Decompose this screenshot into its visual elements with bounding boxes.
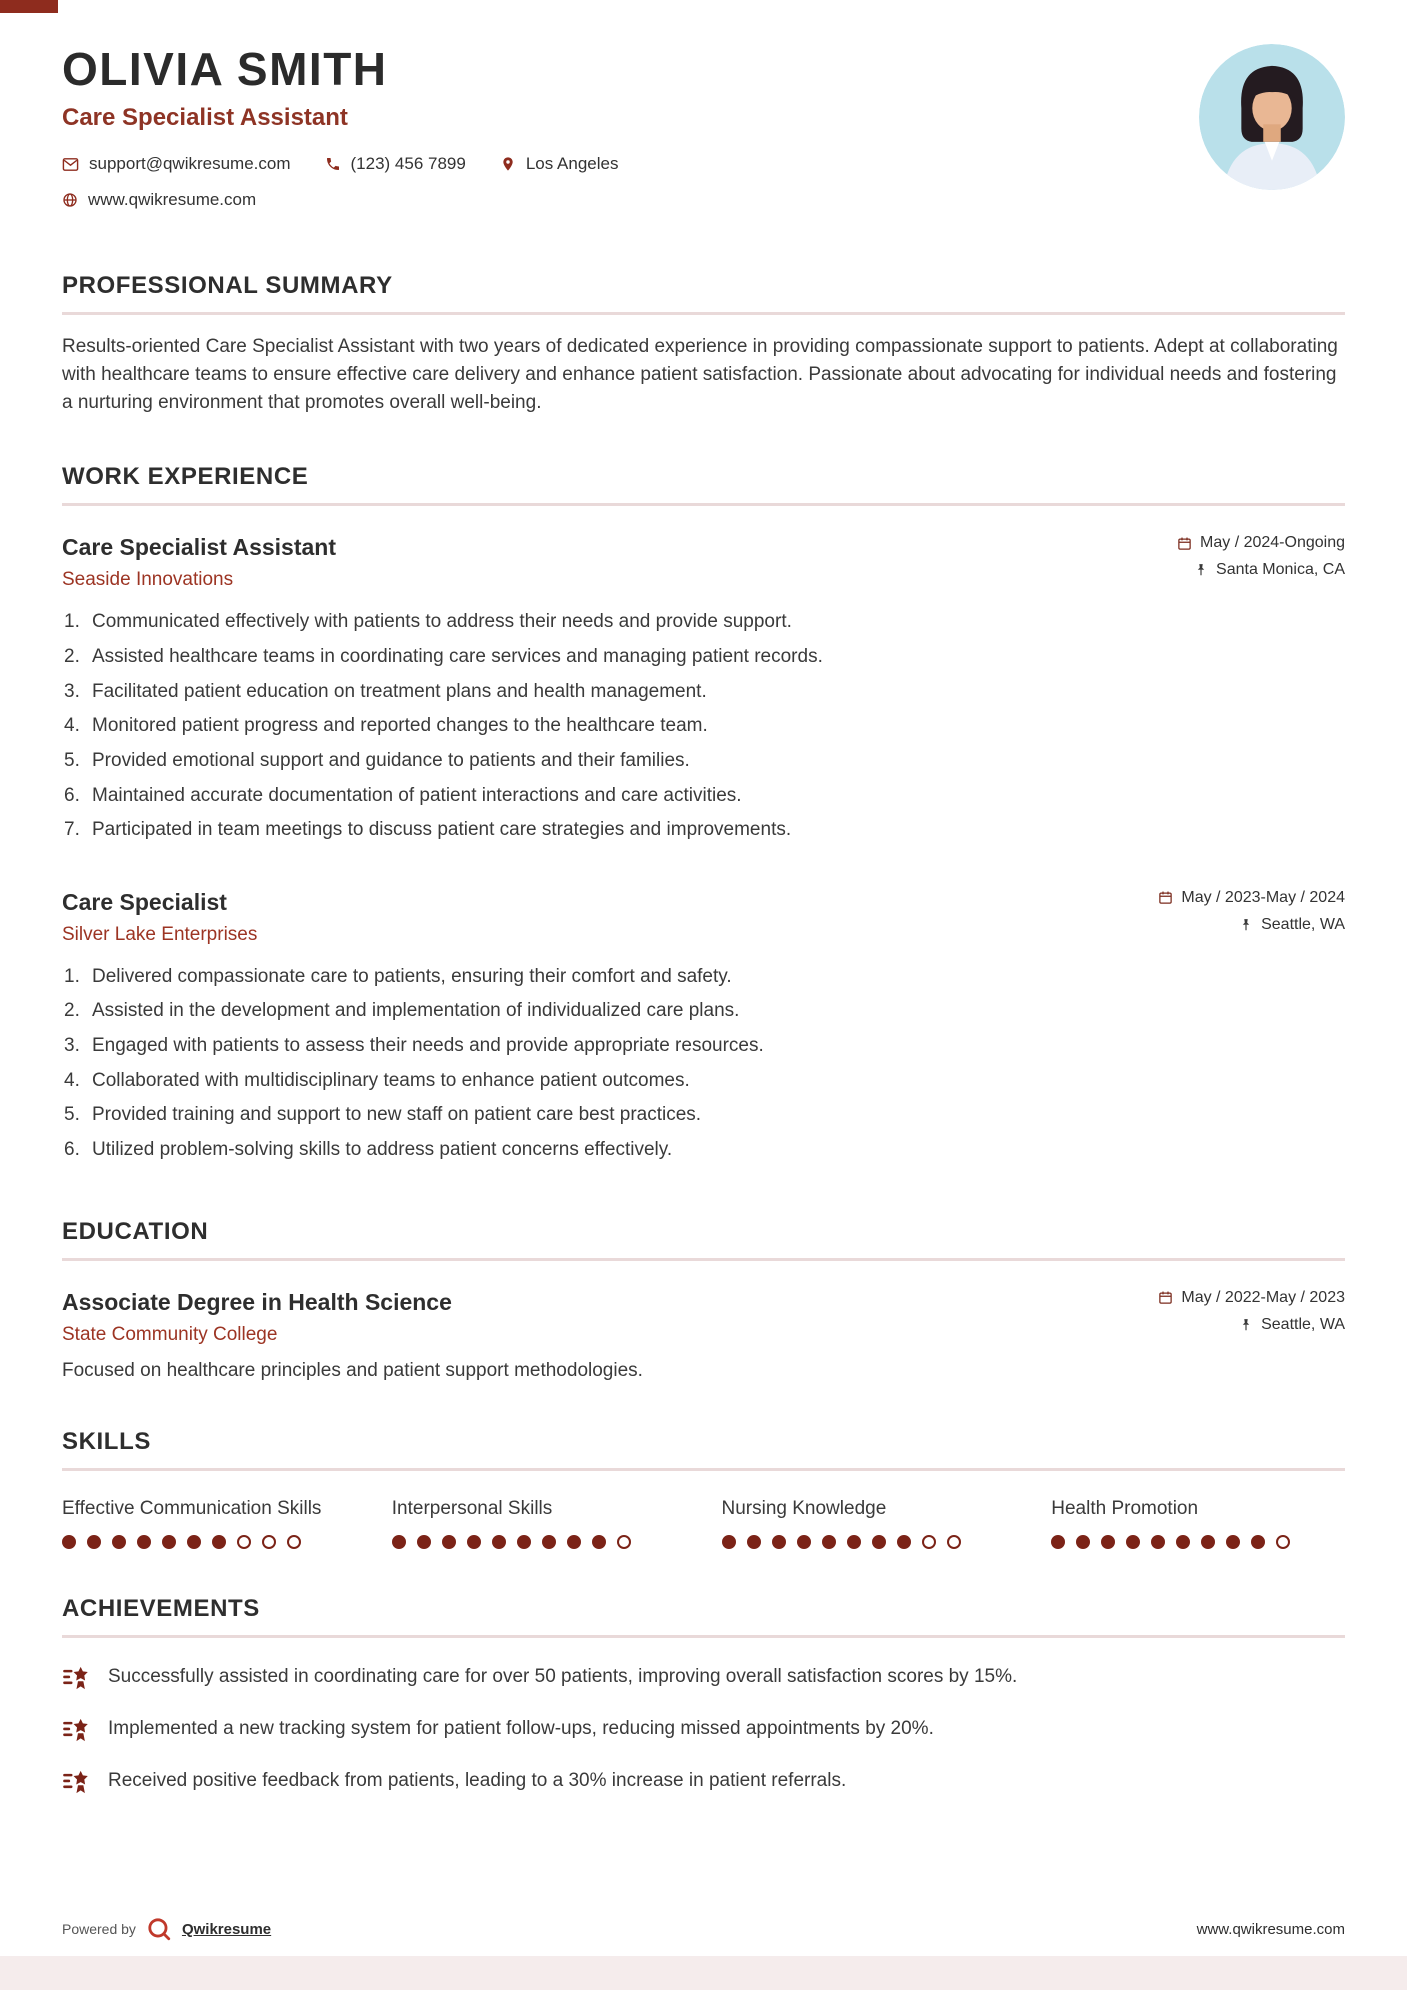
skill-dot-filled xyxy=(1251,1535,1265,1549)
skill-dot-filled xyxy=(62,1535,76,1549)
contact-info xyxy=(62,154,618,210)
skill-dot-empty xyxy=(922,1535,936,1549)
skill-dot-filled xyxy=(112,1535,126,1549)
skill-dot-filled xyxy=(567,1535,581,1549)
skill-dot-filled xyxy=(542,1535,556,1549)
header-left xyxy=(62,42,618,226)
education-titles xyxy=(62,1289,452,1346)
achievement-item xyxy=(62,1716,1345,1744)
job-1-duties xyxy=(62,609,1345,842)
job-dates-text: May / 2023-May / 2024 xyxy=(1181,888,1345,906)
skill-dot-empty xyxy=(617,1535,631,1549)
skill-item xyxy=(62,1497,356,1550)
job-2-header xyxy=(62,889,1345,946)
contact-row-1 xyxy=(62,154,618,174)
skill-dot-filled xyxy=(187,1535,201,1549)
website-link[interactable] xyxy=(62,190,256,210)
skill-dot-filled xyxy=(467,1535,481,1549)
job-2-duties xyxy=(62,964,1345,1163)
profile-photo xyxy=(1199,44,1345,190)
skill-dot-filled xyxy=(1126,1535,1140,1549)
duty-item: Monitored patient progress and reported changes to the healthcare team. xyxy=(92,715,708,737)
skill-dot-filled xyxy=(1226,1535,1240,1549)
section-experience xyxy=(62,463,1345,1171)
duty-item: Engaged with patients to assess their needs and provide appropriate resources. xyxy=(92,1035,764,1057)
education-header xyxy=(62,1289,1345,1346)
skill-dot-filled xyxy=(442,1535,456,1549)
candidate-name: OLIVIA SMITH xyxy=(62,43,388,95)
skill-dot-filled xyxy=(797,1535,811,1549)
job-entry-2 xyxy=(62,889,1345,1163)
duty-item: Maintained accurate documentation of patient interactions and care activities. xyxy=(92,784,742,806)
achievements-list xyxy=(62,1664,1345,1796)
job-1-meta xyxy=(1177,534,1345,588)
achievement-text: Implemented a new tracking system for patient follow-ups, reducing missed appointments by 20%. xyxy=(108,1718,934,1740)
education-location-text: Seattle, WA xyxy=(1261,1315,1345,1333)
job-2-titles xyxy=(62,889,257,946)
skill-dot-empty xyxy=(947,1535,961,1549)
job-2-meta xyxy=(1158,889,1345,943)
skill-rating xyxy=(62,1535,356,1549)
skill-dot-filled xyxy=(492,1535,506,1549)
map-pin-icon xyxy=(500,156,516,172)
skill-dot-filled xyxy=(897,1535,911,1549)
pushpin-icon xyxy=(1239,918,1253,932)
calendar-icon xyxy=(1158,890,1173,905)
award-icon xyxy=(62,1716,90,1744)
education-meta xyxy=(1158,1289,1345,1343)
footer-row xyxy=(0,1916,1407,1942)
header xyxy=(62,42,1345,226)
pushpin-icon xyxy=(1194,563,1208,577)
skill-dot-filled xyxy=(1076,1535,1090,1549)
email-text: support@qwikresume.com xyxy=(89,154,291,173)
summary-heading: PROFESSIONAL SUMMARY xyxy=(62,272,1345,315)
qwikresume-link[interactable]: Qwikresume xyxy=(181,1920,272,1938)
summary-text: Results-oriented Care Specialist Assistant with two years of dedicated experience in providing compassionate support to patients. Adept at collaborating with healthcare teams to ensure effective care delivery and enhance patient satisfaction. Passionate about advocating for individual needs and fostering a nurturing environment that promotes overall well-being. xyxy=(62,336,1338,414)
duty-item: Provided emotional support and guidance to patients and their families. xyxy=(92,749,690,771)
skill-dot-filled xyxy=(1101,1535,1115,1549)
skill-dot-filled xyxy=(772,1535,786,1549)
job-location-text: Santa Monica, CA xyxy=(1216,561,1345,579)
section-achievements xyxy=(62,1595,1345,1820)
award-icon xyxy=(62,1768,90,1796)
skill-dot-filled xyxy=(87,1535,101,1549)
skill-dot-filled xyxy=(1151,1535,1165,1549)
skill-item xyxy=(722,1497,1016,1550)
education-entry xyxy=(62,1289,1345,1382)
calendar-icon xyxy=(1177,536,1192,551)
job-company: Seaside Innovations xyxy=(62,569,234,591)
skill-dot-filled xyxy=(1201,1535,1215,1549)
duty-item: Assisted healthcare teams in coordinating care services and managing patient records. xyxy=(92,645,823,667)
skill-dot-filled xyxy=(417,1535,431,1549)
job-location-text: Seattle, WA xyxy=(1261,915,1345,933)
section-skills xyxy=(62,1428,1345,1550)
footer xyxy=(0,1916,1407,1990)
job-title: Care Specialist Assistant xyxy=(62,534,336,561)
duty-item: Assisted in the development and implementation of individualized care plans. xyxy=(92,1000,740,1022)
phone-icon xyxy=(325,156,341,172)
powered-by xyxy=(62,1916,271,1942)
skills-grid xyxy=(62,1497,1345,1550)
skill-name: Effective Communication Skills xyxy=(62,1497,322,1519)
skill-dot-empty xyxy=(287,1535,301,1549)
qwikresume-logo xyxy=(146,1916,172,1942)
job-entry-1 xyxy=(62,534,1345,842)
skill-dot-filled xyxy=(822,1535,836,1549)
skill-dot-filled xyxy=(872,1535,886,1549)
skill-name: Health Promotion xyxy=(1051,1497,1199,1519)
job-title: Care Specialist xyxy=(62,888,227,915)
footer-strip xyxy=(0,1956,1407,1990)
education-heading: EDUCATION xyxy=(62,1218,1345,1261)
website-text: www.qwikresume.com xyxy=(88,190,257,209)
duty-item: Collaborated with multidisciplinary teams to enhance patient outcomes. xyxy=(92,1069,690,1091)
skill-dot-filled xyxy=(592,1535,606,1549)
skill-item xyxy=(1051,1497,1345,1550)
skill-name: Nursing Knowledge xyxy=(721,1497,887,1519)
achievement-text: Successfully assisted in coordinating care for over 50 patients, improving overall satisfaction scores by 15%. xyxy=(108,1666,1018,1688)
phone-text: (123) 456 7899 xyxy=(350,154,466,173)
duty-item: Delivered compassionate care to patients, ensuring their comfort and safety. xyxy=(92,965,732,987)
skill-dot-filled xyxy=(747,1535,761,1549)
email-link[interactable] xyxy=(62,154,291,174)
education-description: Focused on healthcare principles and patient support methodologies. xyxy=(62,1359,643,1381)
achievement-text: Received positive feedback from patients, leading to a 30% increase in patient referrals. xyxy=(108,1770,847,1792)
job-2-location xyxy=(1158,916,1345,934)
pushpin-icon xyxy=(1239,1318,1253,1332)
job-1-titles xyxy=(62,534,336,591)
job-1-dates xyxy=(1177,534,1345,552)
achievements-heading: ACHIEVEMENTS xyxy=(62,1595,1345,1638)
skill-dot-filled xyxy=(1176,1535,1190,1549)
education-dates-text: May / 2022-May / 2023 xyxy=(1181,1288,1345,1306)
degree-title: Associate Degree in Health Science xyxy=(62,1288,452,1315)
envelope-icon xyxy=(62,156,79,173)
education-dates xyxy=(1158,1289,1345,1307)
skill-name: Interpersonal Skills xyxy=(391,1497,553,1519)
experience-heading: WORK EXPERIENCE xyxy=(62,463,1345,506)
skill-rating xyxy=(1051,1535,1345,1549)
location-text: Los Angeles xyxy=(525,154,619,173)
skill-dot-empty xyxy=(262,1535,276,1549)
corner-accent xyxy=(0,0,58,13)
skill-dot-filled xyxy=(212,1535,226,1549)
globe-icon xyxy=(62,192,78,208)
powered-by-label: Powered by xyxy=(62,1921,136,1937)
education-location xyxy=(1158,1316,1345,1334)
skill-item xyxy=(392,1497,686,1550)
skill-dot-filled xyxy=(847,1535,861,1549)
award-icon xyxy=(62,1664,90,1692)
candidate-title: Care Specialist Assistant xyxy=(62,104,348,131)
section-education xyxy=(62,1218,1345,1382)
contact-row-2 xyxy=(62,190,618,210)
footer-website[interactable]: www.qwikresume.com xyxy=(1196,1920,1345,1938)
calendar-icon xyxy=(1158,1290,1173,1305)
duty-item: Provided training and support to new staff on patient care best practices. xyxy=(92,1104,702,1126)
job-dates-text: May / 2024-Ongoing xyxy=(1200,534,1345,552)
skill-dot-filled xyxy=(162,1535,176,1549)
skill-rating xyxy=(392,1535,686,1549)
school-name: State Community College xyxy=(62,1323,278,1345)
skill-dot-filled xyxy=(517,1535,531,1549)
skills-heading: SKILLS xyxy=(62,1428,1345,1471)
job-1-header xyxy=(62,534,1345,591)
job-2-dates xyxy=(1158,889,1345,907)
duty-item: Participated in team meetings to discuss patient care strategies and improvements. xyxy=(92,819,792,841)
skill-dot-filled xyxy=(137,1535,151,1549)
skill-rating xyxy=(722,1535,1016,1549)
duty-item: Facilitated patient education on treatment plans and health management. xyxy=(92,680,707,702)
achievement-item xyxy=(62,1664,1345,1692)
location-item xyxy=(500,154,619,174)
job-company: Silver Lake Enterprises xyxy=(62,923,258,945)
duty-item: Utilized problem-solving skills to address patient concerns effectively. xyxy=(92,1139,673,1161)
skill-dot-empty xyxy=(1276,1535,1290,1549)
avatar xyxy=(1199,44,1345,190)
duty-item: Communicated effectively with patients to address their needs and provide support. xyxy=(92,611,792,633)
skill-dot-filled xyxy=(722,1535,736,1549)
achievement-item xyxy=(62,1768,1345,1796)
skill-dot-empty xyxy=(237,1535,251,1549)
phone-link[interactable] xyxy=(325,154,466,174)
section-summary xyxy=(62,272,1345,417)
skill-dot-filled xyxy=(1051,1535,1065,1549)
skill-dot-filled xyxy=(392,1535,406,1549)
job-1-location xyxy=(1177,561,1345,579)
